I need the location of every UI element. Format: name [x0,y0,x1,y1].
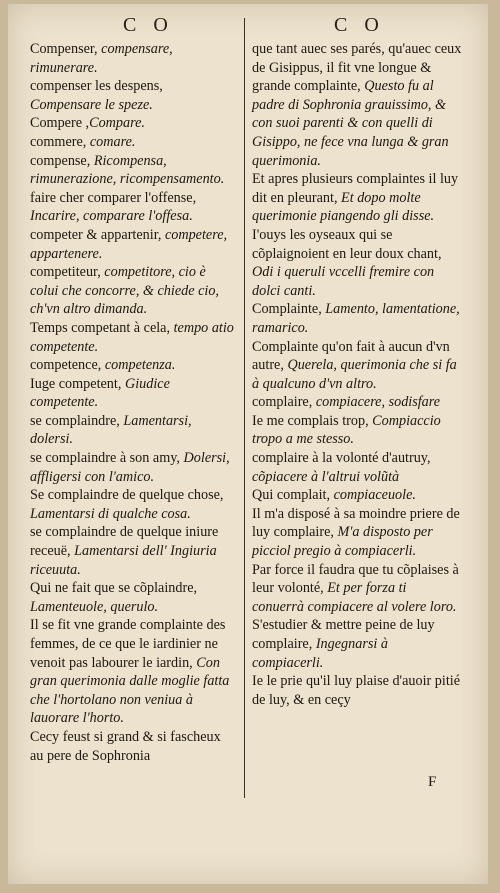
italian-translation: Lamentarsi dell' Ingiuria riceuuta. [30,543,217,578]
dictionary-entry [252,170,462,226]
italian-translation: Lamentarsi di qualche cosa. [30,505,191,522]
italian-translation: Ingegnarsi à compiacerli. [252,636,388,671]
french-headword: Et apres plusieurs complaintes il luy dit en pleurant, [252,171,459,206]
italian-translation: Questo fu al padre di Sophronia grauissimo, & con suoi parenti & con quelli di Gisippo, ne fece vna lunga & gran querimonia. [252,78,449,169]
italian-translation: compiaceuole. [333,487,416,504]
dictionary-entry [252,40,462,170]
french-headword: Complainte qu'on fait à aucun d'vn autre, [252,338,450,374]
dictionary-entry [252,412,462,449]
dictionary-entry [30,40,235,77]
dictionary-entry [30,579,235,616]
italian-translation: Compensare le speze. [30,96,153,113]
dictionary-entry [30,114,235,133]
french-headword: que tant auec ses parés, qu'auec ceux de Gisippus, il fit vne longue & grande complainte, [252,41,462,95]
dictionary-entry [30,486,235,523]
italian-translation: Giudice competente. [30,375,170,411]
french-headword: competence, [30,357,105,374]
french-headword: Il se fit vne grande complainte des femmes, de ce que le iardinier ne venoit pas labourer le iardin, [30,617,226,671]
dictionary-entry [30,356,235,375]
french-headword: Iuge competent, [30,375,125,392]
dictionary-entry [30,523,235,579]
italian-translation: comare. [89,133,136,150]
dictionary-entry [30,319,235,356]
italian-translation: M'a disposto per picciol pregio à compiacerli. [252,524,433,560]
dictionary-entry [252,449,462,486]
french-headword: I'ouys les oyseaux qui se cõplaignoient en leur doux chant, [252,226,442,262]
french-headword: S'estudier & mettre peine de luy complaire, [252,617,435,652]
french-headword: Il m'a disposé à sa moindre priere de luy complaire, [252,505,460,541]
italian-translation: compensare, rimunerare. [30,41,173,76]
french-headword: Qui complait, [252,487,334,504]
french-headword: Complainte, [252,301,326,318]
italian-translation: Et per forza ti conuerrà compiacere al volere loro. [252,580,457,615]
french-headword: Par force il faudra que tu cõplaises à leur volonté, [252,561,459,597]
right-column [252,40,462,709]
dictionary-entry [30,77,235,114]
french-headword: competer & appartenir, [30,226,165,243]
italian-translation: Dolersi, affligersi con l'amico. [30,450,230,485]
french-headword: se complaindre de quelque iniure receuë, [30,524,219,560]
dictionary-entry [252,300,462,337]
french-headword: Ie le prie qu'il luy plaise d'auoir pitié de luy, & en ceçy [252,673,461,708]
italian-translation: cõpiacere à l'altrui volũtà [252,468,400,485]
italian-translation: Compare. [89,115,145,132]
running-head-right: C O [334,14,385,36]
french-headword: Cecy feust si grand & si fascheux au pere de Sophronia [30,728,221,764]
dictionary-entry [30,226,235,263]
italian-translation: Querela, querimonia che si fa à qualcuno d'vn altro. [252,357,457,392]
column-divider [244,18,245,798]
dictionary-entry [30,616,235,728]
french-headword: complaire à la volonté d'autruy, [252,450,431,467]
dictionary-entry [252,561,462,617]
french-headword: se complaindre à son amy, [30,450,184,467]
dictionary-entry [252,338,462,394]
french-headword: competiteur, [30,264,105,281]
italian-translation: Lamenteuole, querulo. [30,598,159,615]
french-headword: Se complaindre de quelque chose, [30,487,224,504]
french-headword: faire cher comparer l'offense, [30,189,197,206]
italian-translation: competere, appartenere. [30,226,228,262]
dictionary-entry [252,505,462,561]
running-head-left: C O [123,14,174,36]
italian-translation: Ricompensa, rimunerazione, ricompensamento. [30,152,225,188]
french-headword: Qui ne fait que se cõplaindre, [30,580,198,597]
dictionary-entry [30,449,235,486]
french-headword: se complaindre, [30,412,124,429]
italian-translation: competenza. [104,357,176,374]
catchword: F [428,774,437,790]
left-column [30,40,235,765]
french-headword: Temps competant à cela, [30,319,174,336]
dictionary-entry [252,393,462,412]
italian-translation: Odi i queruli vccelli fremire con dolci canti. [252,264,435,299]
dictionary-entry [252,616,462,672]
dictionary-entry [30,133,235,152]
dictionary-entry [30,375,235,412]
dictionary-entry [252,672,462,709]
dictionary-entry [30,263,235,319]
italian-translation: Con gran querimonia dalle moglie fatta che l'hortolano non veniua à lauorare l'horto. [30,654,230,727]
italian-translation: tempo atio competente. [30,319,234,355]
italian-translation: compiacere, sodisfare [315,394,441,411]
italian-translation: competitore, cio è colui che concorre, & chiede cio, ch'vn altro dimanda. [30,264,219,318]
dictionary-entry [252,486,462,505]
dictionary-entry [30,189,235,226]
french-headword: Compere , [30,115,90,132]
italian-translation: Incarire, comparare l'offesa. [30,208,193,225]
french-headword: compense, [30,152,94,169]
french-headword: complaire, [252,394,316,411]
french-headword: compenser les despens, [30,78,163,95]
french-headword: commere, [30,133,90,150]
italian-translation: Et dopo molte querimonie piangendo gli disse. [252,189,435,225]
italian-translation: Lamento, lamentatione, ramarico. [252,301,460,336]
french-headword: Ie me complais trop, [252,412,373,429]
book-page [8,4,488,884]
dictionary-entry [30,728,235,765]
italian-translation: Compiaccio tropo a me stesso. [252,412,441,448]
french-headword: Compenser, [30,41,102,57]
dictionary-entry [30,412,235,449]
dictionary-entry [30,152,235,189]
dictionary-entry [252,226,462,300]
italian-translation: Lamentarsi, dolersi. [30,412,192,448]
